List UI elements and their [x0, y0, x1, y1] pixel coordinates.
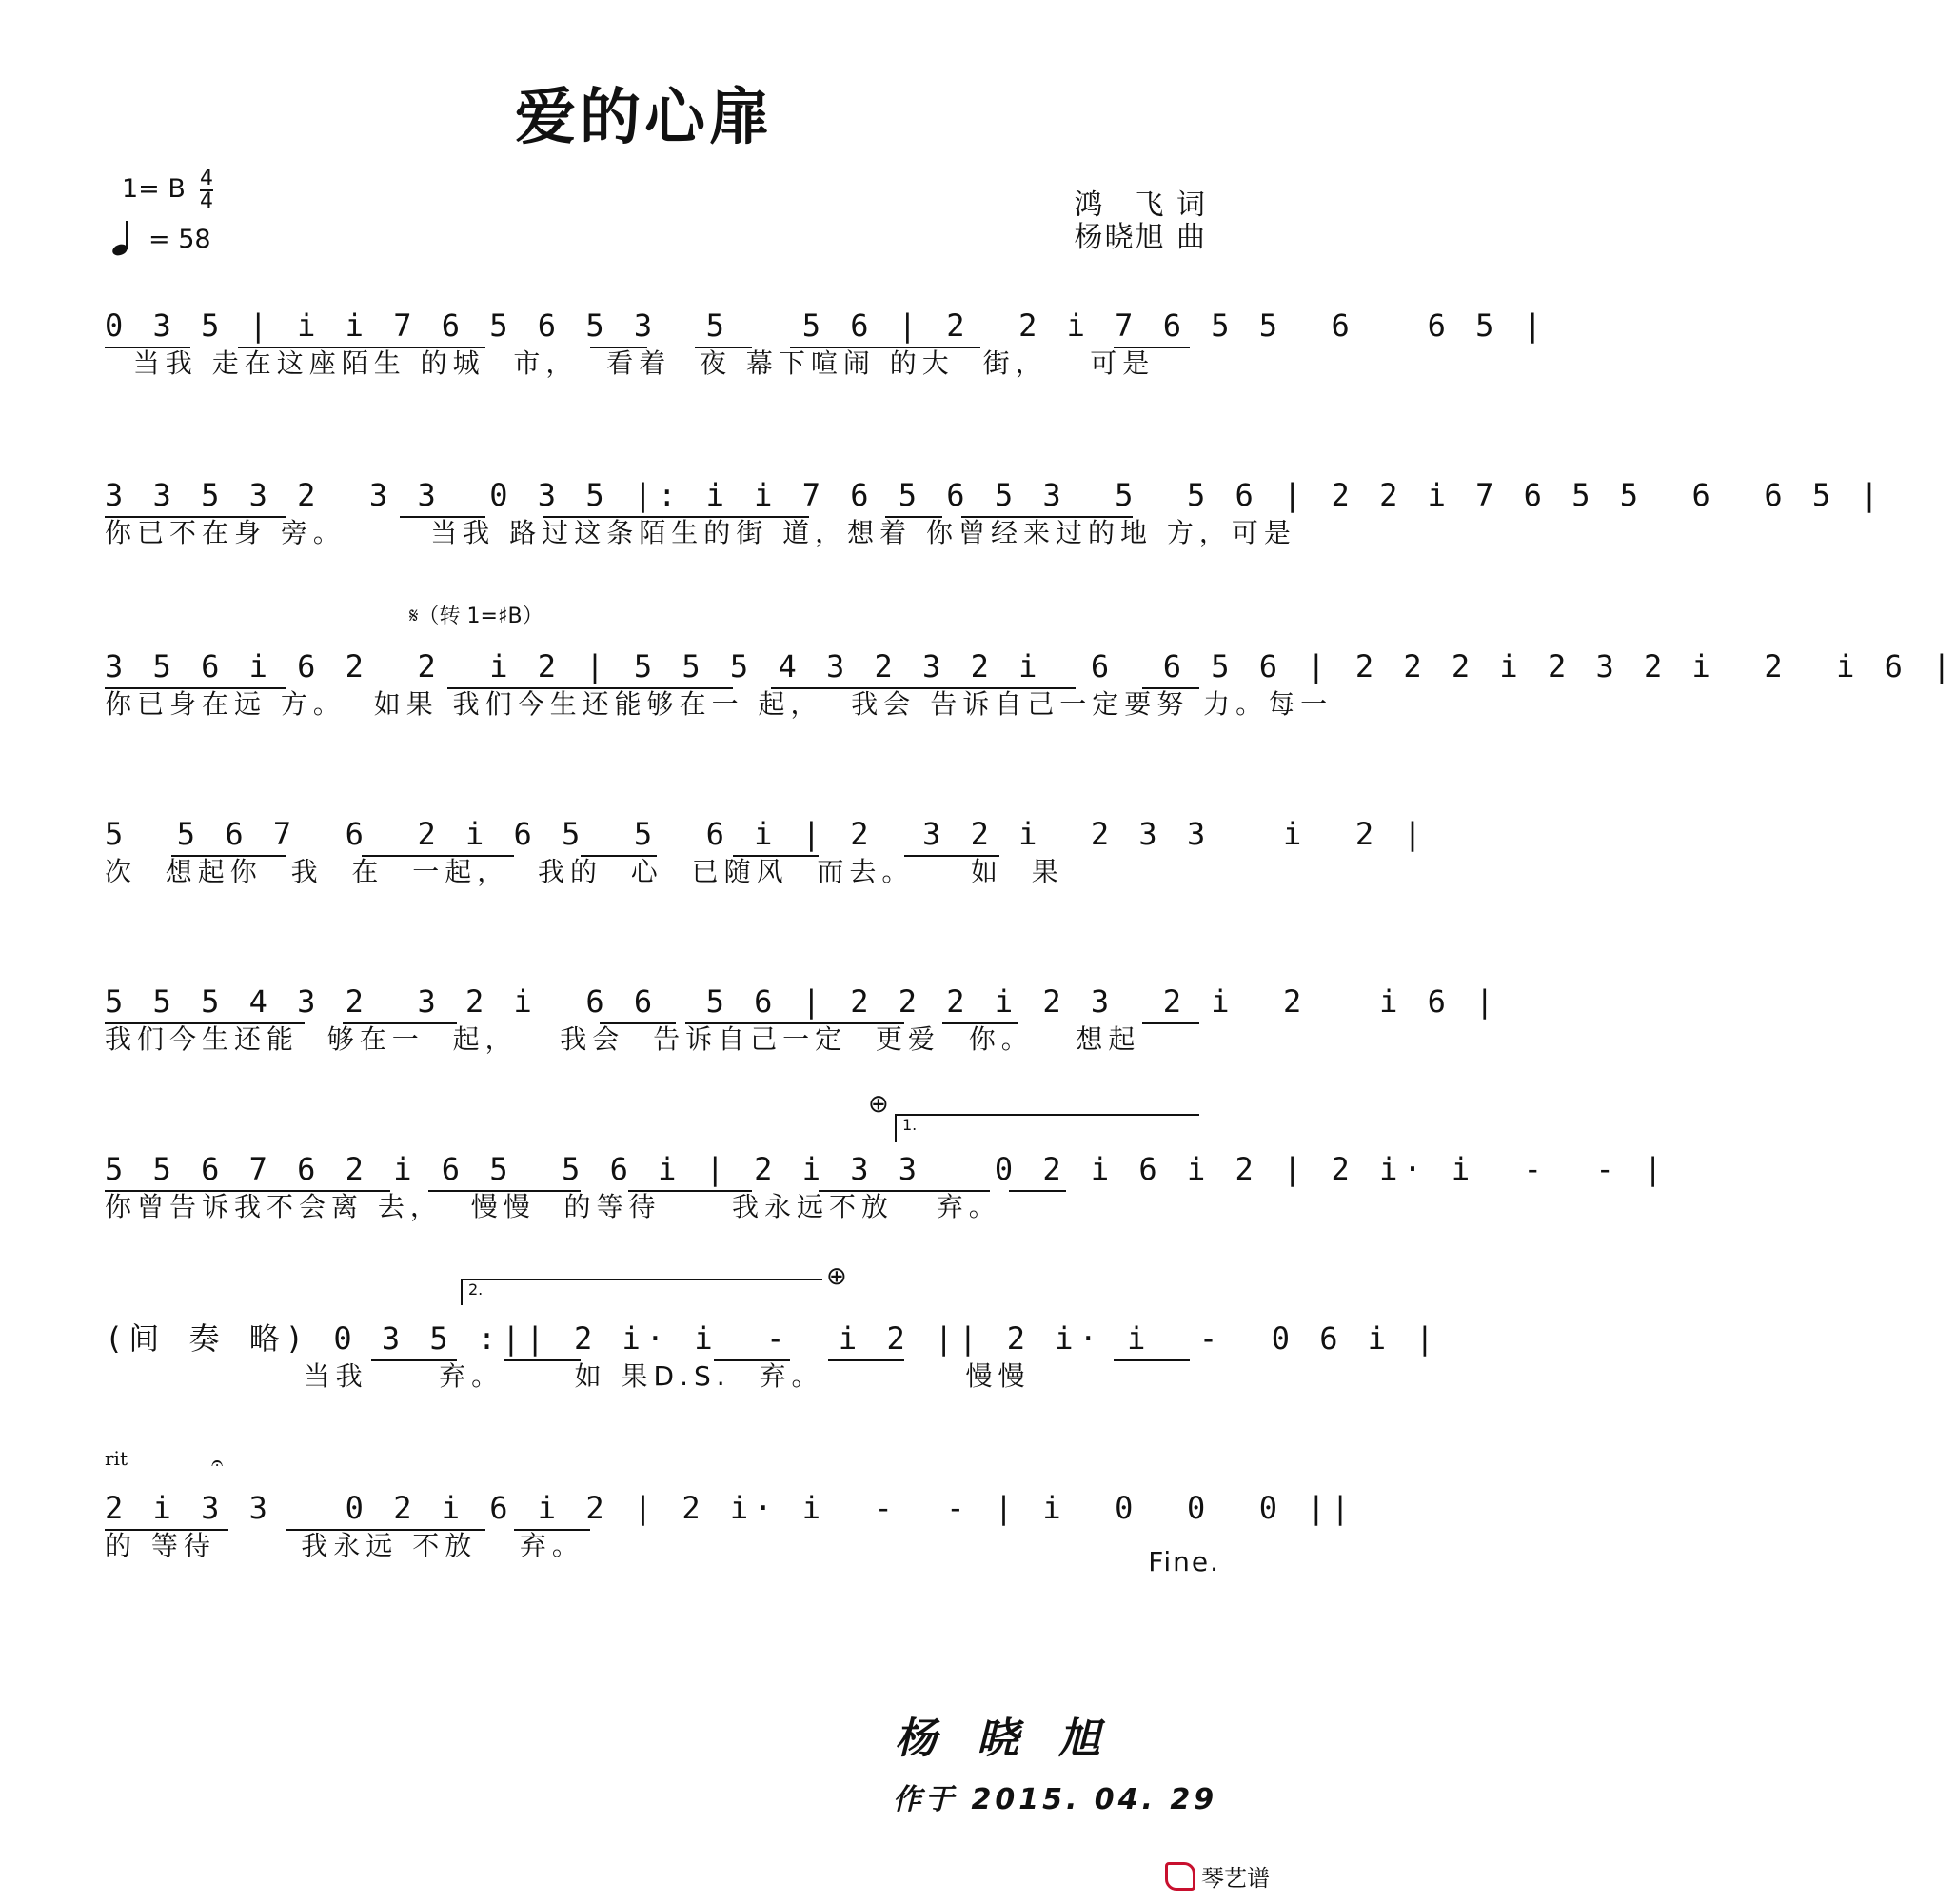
site-logo: [1165, 1859, 1270, 1893]
lyric-line: 你曾告诉我不会离 去， 慢慢 的等待 我永远不放 弃。: [105, 1191, 1001, 1222]
score-row-5: [105, 982, 1500, 1059]
notation-line: 2 i 3 3 0 2 i 6 i 2 | 2 i· i - - | i 0 0 0 ||: [105, 1490, 1355, 1526]
tempo-value: = 58: [148, 225, 211, 254]
lyric-line: 次 想起你 我 在 一起， 我的 心 已随风 而去。 如 果: [105, 856, 1064, 887]
volta-bracket-2: [461, 1279, 822, 1280]
coda-sign-icon: ⊕: [868, 1090, 889, 1119]
beam-lines: [105, 687, 1209, 697]
score-row-6: [105, 1150, 1669, 1226]
fermata-icon: 𝄐: [211, 1452, 224, 1476]
lyric-line: 的 等待 我永远 不放 弃。: [105, 1530, 584, 1561]
lyricist-credit: 鸿 飞 词: [1074, 188, 1207, 222]
time-signature: [200, 169, 213, 211]
volta-bracket-1-stem: [895, 1114, 897, 1142]
notation-line: 3 5 6 i 6 2 2 i 2 | 5 5 5 4 3 2 3 2 i 6 6 5 6 | 2 2 2 i 2 3 2 i 2 i 6 |: [105, 648, 1956, 684]
beam-lines: [105, 1529, 1209, 1538]
lyric-line: 你已不在身 旁。 当我 路过这条陌生的街 道，想着 你曾经来过的地 方，可是: [105, 517, 1296, 548]
beam-lines: [105, 855, 1209, 864]
key-signature: 1= B: [122, 174, 186, 204]
notation-line: 5 5 6 7 6 2 i 6 5 5 6 i | 2 3 2 i 2 3 3 i 2 |: [105, 816, 1428, 852]
beam-lines: [105, 1359, 1209, 1369]
notation-line: (间 奏 略) 0 3 5 :|| 2 i· i - i 2 || 2 i· i - 0 6 i |: [105, 1320, 1440, 1357]
notation-line: 3 3 5 3 2 3 3 0 3 5 |: i i 7 6 5 6 5 3 5 5 6 | 2 2 i 7 6 5 5 6 6 5 |: [105, 477, 1885, 513]
lyric-line: 当我 弃。 如 果D.S. 弃。 慢慢: [105, 1360, 1031, 1392]
tempo-marking: [112, 225, 211, 255]
composition-date: 作于 2015. 04. 29: [893, 1783, 1218, 1816]
score-row-1: [105, 307, 1548, 383]
fine-marking: Fine.: [1148, 1546, 1220, 1577]
time-signature-bottom: 4: [200, 189, 213, 213]
beam-lines: [105, 1022, 1209, 1032]
ritardando-marking: rit: [105, 1447, 128, 1470]
quarter-note-icon: [112, 227, 131, 255]
lyric-line: 你已身在远 方。 如果 我们今生还能够在一 起， 我会 告诉自己一定要努 力。每一: [105, 688, 1334, 720]
time-signature-top: 4: [200, 167, 213, 190]
score-row-3: [105, 647, 1956, 724]
volta-bracket-1: [895, 1114, 1199, 1116]
lyric-line: 我们今生还能 够在一 起， 我会 告诉自己一定 更爱 你。 想起: [105, 1023, 1141, 1055]
composer-credit: 杨晓旭 曲: [1074, 221, 1207, 254]
score-row-2: [105, 476, 1885, 552]
qinyipu-logo-icon: [1165, 1862, 1195, 1891]
volta-bracket-2-stem: [461, 1279, 463, 1305]
lyric-line: 当我 走在这座陌生 的城 市， 看着 夜 幕下喧闹 的大 街， 可是: [105, 347, 1156, 379]
arranger-signature: 杨晓旭: [895, 1715, 1140, 1763]
segno-modulation-marker: 𝄋（转 1=♯B）: [409, 605, 543, 628]
score-row-4: [105, 815, 1428, 891]
song-title: 爱的心扉: [515, 83, 774, 153]
watermark-text: 琴艺谱: [1201, 1865, 1270, 1892]
beam-lines: [105, 516, 1209, 526]
notation-line: 0 3 5 | i i 7 6 5 6 5 3 5 5 6 | 2 2 i 7 6 5 5 6 6 5 |: [105, 307, 1548, 344]
score-row-8: [105, 1489, 1355, 1565]
notation-line: 5 5 6 7 6 2 i 6 5 5 6 i | 2 i 3 3 0 2 i 6 i 2 | 2 i· i - - |: [105, 1151, 1669, 1187]
beam-lines: [105, 1190, 1209, 1200]
beam-lines: [105, 347, 1209, 356]
score-row-7: [105, 1319, 1440, 1396]
notation-line: 5 5 5 4 3 2 3 2 i 6 6 5 6 | 2 2 2 i 2 3 2 i 2 i 6 |: [105, 983, 1500, 1020]
volta-2-label: 2.: [468, 1280, 484, 1299]
coda-sign-icon: ⊕: [826, 1262, 847, 1291]
volta-1-label: 1.: [902, 1116, 918, 1134]
